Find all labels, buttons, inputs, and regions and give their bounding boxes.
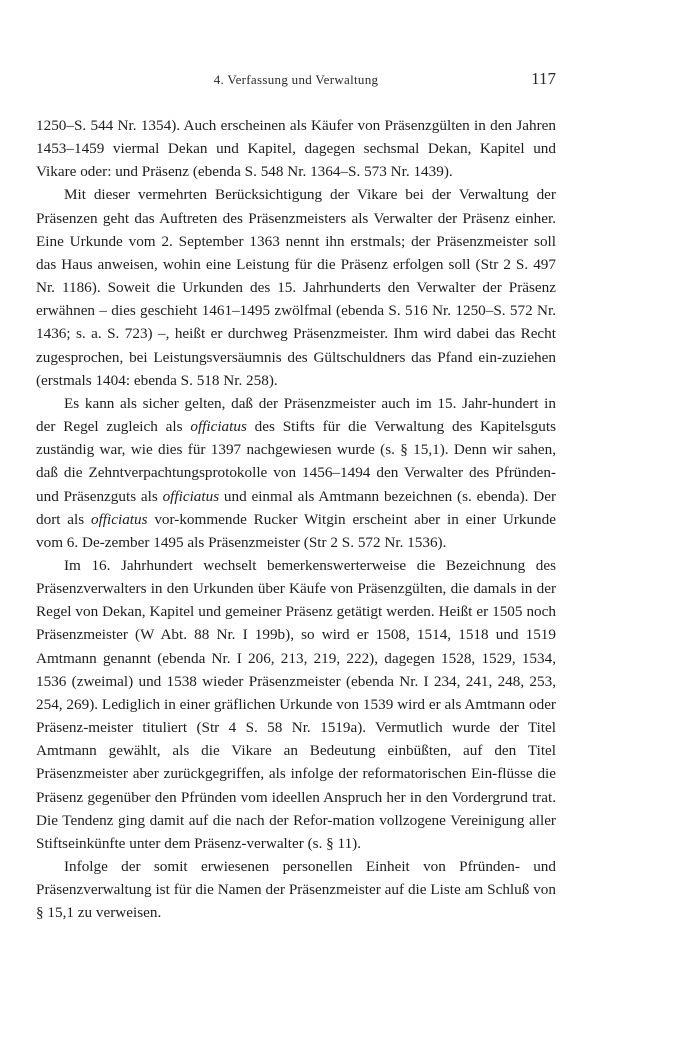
italic-term: officiatus: [162, 487, 220, 505]
page-header: [36, 69, 556, 92]
text-run: Infolge der somit erwiesenen personellen Einheit von Pfründen- und Präsenzverwaltung ist für die Namen der Präsenzmeister auf die Liste am Schluß von § 15,1 zu verweisen.: [36, 858, 556, 922]
italic-term: officiatus: [190, 418, 247, 436]
paragraph-continuation: [36, 114, 556, 183]
text-run: Mit dieser vermehrten Berücksichtigung der Vikare bei der Verwaltung der Präsenzen geht das Auftreten des Präsenzmeisters als Verwalter der Präsenz einher. Eine Urkunde vom 2. September 1363 nennt ihn erstmals; der Präsenzmeister soll das Haus anweisen, wohin eine Leistung für die Präsenz erfolgen soll (Str 2 S. 497 Nr. 1186). Soweit die Urkunden des 15. Jahrhunderts den Verwalter der Präsenz erwähnen – dies geschieht 1461–1495 zwölfmal (ebenda S. 516 Nr. 1250–S. 572 Nr. 1436; s. a. S. 723) –, heißt er durchweg Präsenzmeister. Ihm wird dabei das Recht zugesprochen, bei Leistungsversäumnis des Gültschuldners das Pfand ein-zuziehen (erstmals 1404: ebenda S. 518 Nr. 258).: [36, 186, 556, 389]
paragraph-praesenzmeister-origin: [36, 183, 556, 391]
page-number: 117: [531, 69, 556, 88]
italic-term: officiatus: [90, 510, 148, 528]
paragraph-conclusion: [36, 855, 556, 924]
text-run: Es kann als sicher gelten, daß der Präsenzmeister auch im 15. Jahr-hundert in der Regel zugleich als: [36, 394, 556, 436]
text-run: vor-kommende Rucker Witgin erscheint aber in einer Urkunde vom 6. De-zember 1495 als Präsenzmeister (Str 2 S. 572 Nr. 1536).: [36, 510, 556, 551]
paragraph-officiatus: [36, 392, 556, 554]
text-run: 1250–S. 544 Nr. 1354). Auch erscheinen als Käufer von Präsenzgülten in den Jahren 1453–1459 viermal Dekan und Kapitel, dagegen sechsmal Dekan, Kapitel und Vikare oder: und Präsenz (ebenda S. 548 Nr. 1364–S. 573 Nr. 1439).: [36, 117, 556, 181]
text-run: des Stifts für die Verwaltung des Kapitelsguts zuständig war, wie dies für 1397 nachgewiesen wurde (s. § 15,1). Denn wir sahen, daß die Zehntverpachtungsprotokolle von 1456–1494 den Verwalter des Pfründen- und Präsenzguts als: [36, 418, 556, 505]
text-run: Im 16. Jahrhundert wechselt bemerkenswerterweise die Bezeichnung des Präsenzverwalters in den Urkunden über Käufe von Präsenzgülten, die damals in der Regel von Dekan, Kapitel und gemeiner Präsenz getätigt werden. Heißt er 1505 noch Präsenzmeister (W Abt. 88 Nr. I 199b), so wird er 1508, 1514, 1518 und 1519 Amtmann genannt (ebenda Nr. I 206, 213, 219, 222), dagegen 1528, 1529, 1534, 1536 (zweimal) und 1538 wieder Präsenzmeister (ebenda Nr. I 234, 241, 248, 253, 254, 269). Lediglich in einer gräflichen Urkunde von 1539 wird er als Amtmann oder Präsenz-meister tituliert (Str 4 S. 58 Nr. 1519a). Vermutlich wurde der Titel Amtmann gewählt, als die Vikare an Bedeutung einbüßten, auf den Titel Präsenzmeister aber zurückgegriffen, als infolge der reformatorischen Ein-flüsse die Präsenz gegenüber den Pfründen vom ideellen Anspruch her in den Vordergrund trat. Die Tendenz ging damit auf die nach der Refor-mation vollzogene Vereinigung aller Stiftseinkünfte unter dem Präsenz-verwalter (s. § 11).: [36, 556, 556, 852]
running-title: 4. Verfassung und Verwaltung: [213, 72, 379, 87]
body-text: [36, 114, 556, 924]
text-run: und einmal als Amtmann bezeichnen (s. ebenda). Der dort als: [36, 487, 557, 528]
paragraph-16th-century: [36, 554, 556, 855]
